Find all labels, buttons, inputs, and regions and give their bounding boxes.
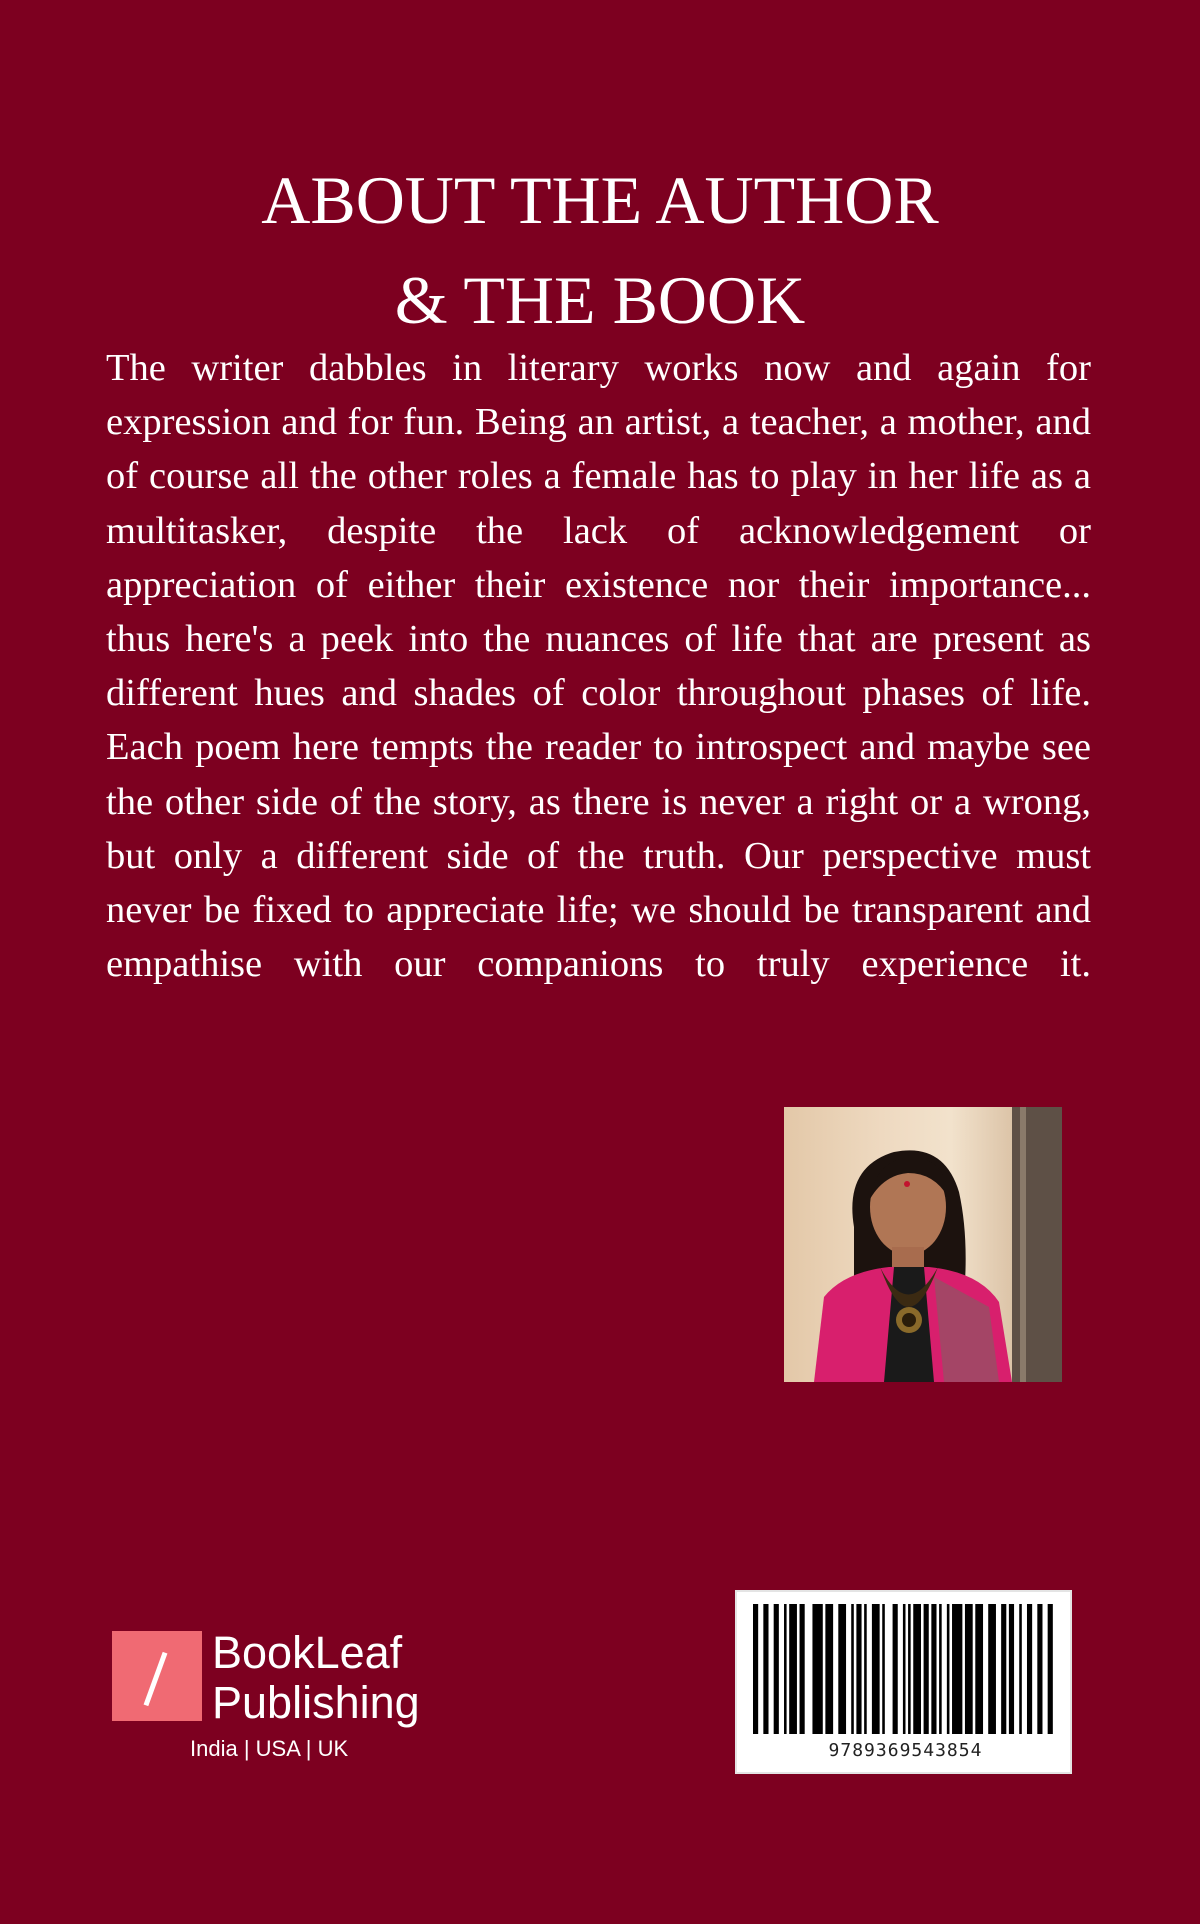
author-portrait-icon [784,1107,1062,1382]
title-line-1: ABOUT THE AUTHOR [261,162,939,238]
cover-title [0,150,1200,350]
barcode-bar [988,1604,996,1734]
barcode-bar [1048,1604,1053,1734]
barcode-bar [784,1604,787,1734]
barcode-bar [789,1604,797,1734]
barcode-bar [753,1604,758,1734]
isbn-barcode [735,1590,1072,1774]
publisher-logo [112,1628,442,1768]
publisher-name [212,1628,420,1728]
barcode-bar [774,1604,779,1734]
book-blurb: The writer dabbles in literary works now and again for expression and for fun. Being an artist, a teacher, a mother, and of course all the other roles a female has to play in her life as a multitasker, despite the lack of acknowledgement or appreciation of either their existence nor their importance... thus here's a peek into the nuances of life that are present as different hues and shades of color throughout phases of life. Each poem here tempts the reader to introspect and maybe see the other side of the story, as there is never a right or a wrong, but only a different side of the truth. Our perspective must never be fixed to appreciate life; we should be transparent and empathise with our companions to truly experience it. [106,347,1091,986]
barcode-bar [908,1604,911,1734]
barcode-bar [856,1604,861,1734]
barcode-bar [952,1604,962,1734]
barcode-bar [882,1604,885,1734]
barcode-bar [864,1604,867,1734]
publisher-tagline: India | USA | UK [190,1736,349,1761]
barcode-bar [1019,1604,1022,1734]
barcode-bar [965,1604,973,1734]
title-line-2: & THE BOOK [394,262,806,338]
barcode-bar [1009,1604,1014,1734]
barcode-bar [1037,1604,1042,1734]
publisher-name-line-2: Publishing [212,1677,420,1728]
barcode-bar [812,1604,822,1734]
barcode-bar [931,1604,936,1734]
barcode-bar [872,1604,880,1734]
barcode-bar [913,1604,921,1734]
barcode-bar [975,1604,983,1734]
barcode-bar [838,1604,846,1734]
barcode-bar [1027,1604,1032,1734]
barcode-bar [924,1604,929,1734]
barcode-bar [851,1604,854,1734]
barcode-bar [947,1604,950,1734]
barcode-bar [1001,1604,1006,1734]
barcode-bar [800,1604,805,1734]
publisher-name-line-1: BookLeaf [212,1627,403,1678]
barcode-bar [893,1604,898,1734]
author-photo [784,1107,1062,1382]
publisher-logo-mark [112,1631,202,1721]
barcode-bars-icon [753,1604,1058,1734]
isbn-number: 9789369543854 [828,1740,983,1761]
barcode-bar [825,1604,833,1734]
slash-icon [144,1652,168,1706]
barcode-bar [939,1604,942,1734]
barcode-bar [903,1604,906,1734]
barcode-bar [763,1604,768,1734]
